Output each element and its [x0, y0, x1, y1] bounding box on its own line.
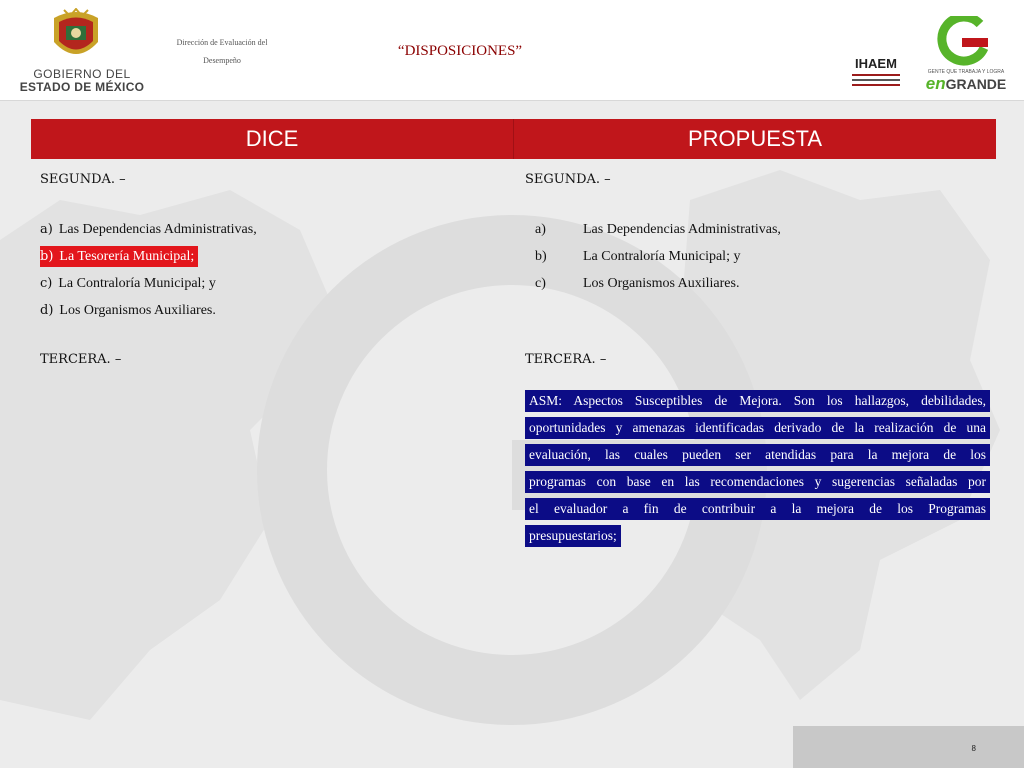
list-item: a) Las Dependencias Administrativas,: [535, 222, 781, 237]
government-name-line2: ESTADO DE MÉXICO: [19, 80, 145, 94]
asm-definition-line: oportunidades y amenazas identificadas derivado de la realización de una: [525, 417, 990, 439]
page-number: 8: [971, 744, 976, 753]
list-item: c) La Contraloría Municipal; y: [40, 276, 216, 291]
state-crest-icon: [50, 8, 102, 64]
ihaem-label: IHAEM: [855, 56, 897, 71]
dice-column: [40, 170, 490, 370]
propuesta-tercera-heading: TERCERA. –: [525, 352, 607, 367]
list-item: c) Los Organismos Auxiliares.: [535, 276, 740, 291]
page-header: [0, 0, 1024, 101]
propuesta-column: [525, 170, 990, 552]
engrande-g-logo-icon: [936, 16, 994, 66]
dice-segunda-heading: SEGUNDA. –: [40, 172, 126, 187]
ihaem-logo-bar: [852, 79, 900, 81]
engrande-tagline: GENTE QUE TRABAJA Y LOGRA: [927, 69, 1005, 75]
asm-definition-line: programas con base en las recomendaciones y sugerencias señaladas por: [525, 471, 990, 493]
comparison-table-header: [31, 119, 996, 159]
list-item-highlighted: b) La Tesorería Municipal;: [40, 246, 198, 267]
document-title: “DISPOSICIONES”: [397, 43, 523, 59]
asm-definition-line: el evaluador a fin de contribuir a la mejora de los Programas: [525, 498, 990, 520]
government-name-line1: GOBIERNO DEL: [33, 67, 131, 81]
asm-definition-line: evaluación, las cuales pueden ser atendidas para la mejora de los: [525, 444, 990, 466]
ihaem-logo-bar: [852, 74, 900, 76]
dice-tercera-heading: TERCERA. –: [40, 352, 122, 367]
propuesta-segunda-heading: SEGUNDA. –: [525, 172, 611, 187]
asm-definition-highlighted: [525, 390, 990, 552]
ihaem-logo-bar: [852, 84, 900, 86]
list-item: d) Los Organismos Auxiliares.: [40, 303, 216, 318]
footer-box: [793, 726, 1024, 768]
asm-definition-line: presupuestarios;: [525, 525, 621, 547]
propuesta-column-header: PROPUESTA: [687, 126, 823, 151]
list-item: b) La Contraloría Municipal; y: [535, 249, 741, 264]
list-item: a) Las Dependencias Administrativas,: [40, 222, 257, 237]
ihaem-logo: [846, 56, 906, 86]
department-name: Dirección de Evaluación del Desempeño: [176, 38, 268, 65]
asm-definition-line: ASM: Aspectos Susceptibles de Mejora. Son los hallazgos, debilidades,: [525, 390, 990, 412]
dice-column-header: DICE: [31, 119, 514, 159]
engrande-wordmark: enGRANDE: [925, 74, 1007, 93]
